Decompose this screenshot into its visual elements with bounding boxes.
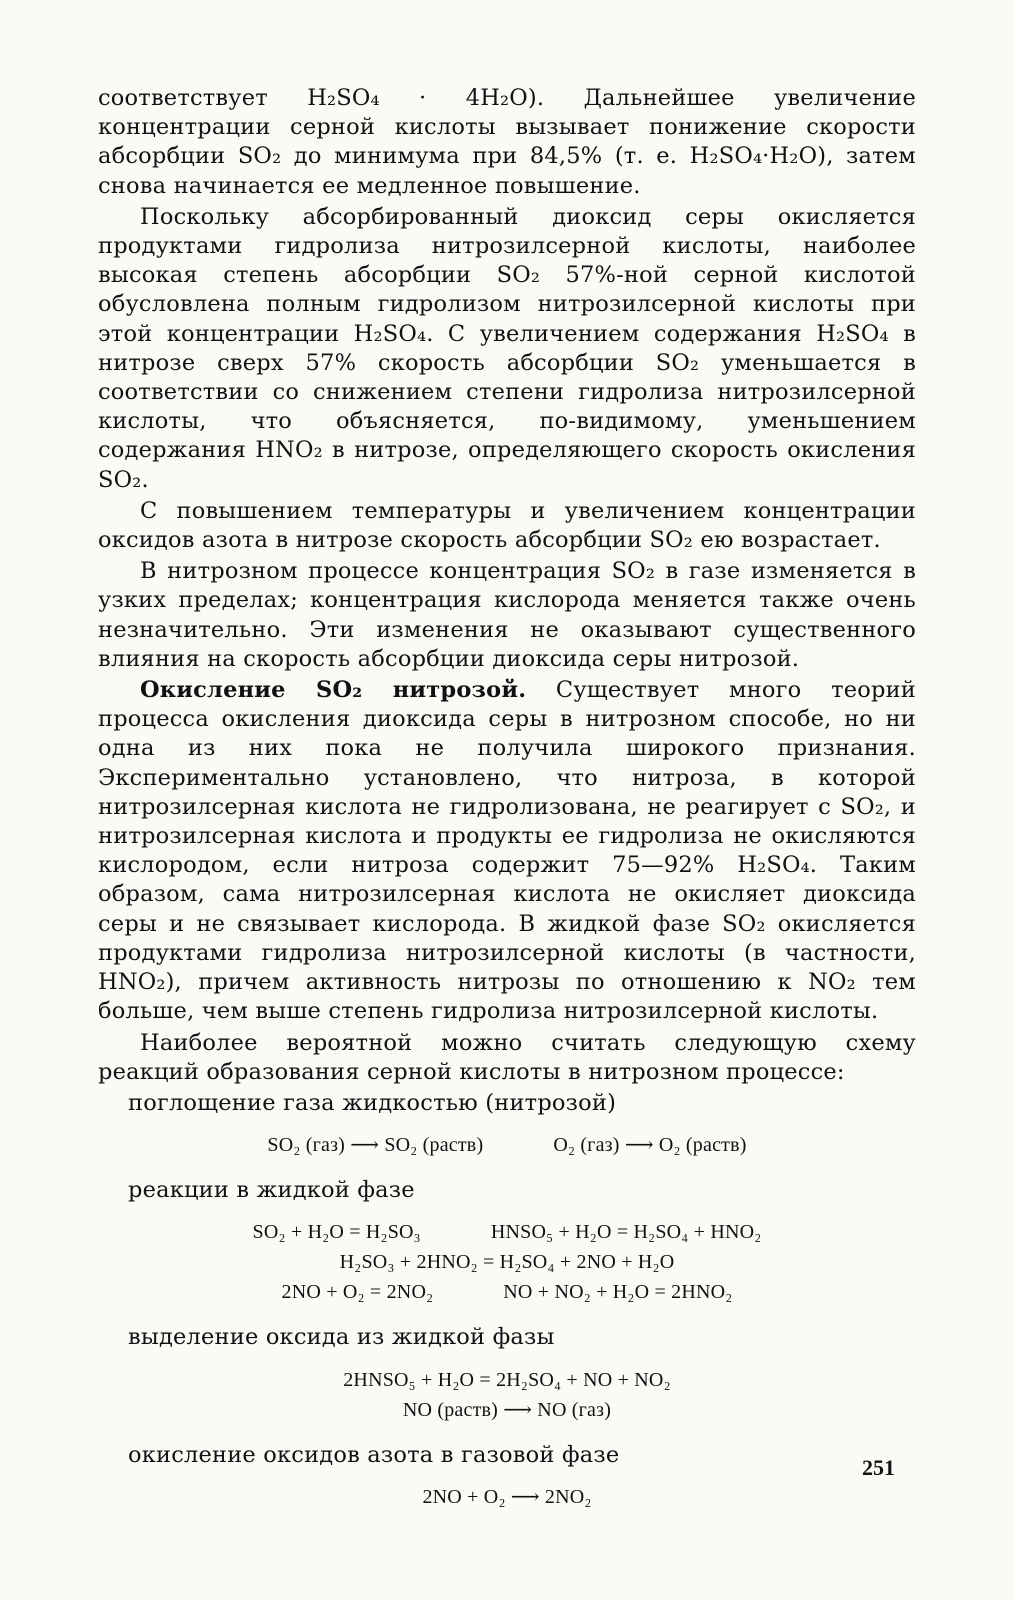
section-heading: Окисление SO₂ нитрозой. bbox=[140, 677, 527, 704]
equation: SO₂ + H₂O = H₂SO₃ bbox=[252, 1221, 421, 1244]
equation: SO₂ (газ) ⟶ SO₂ (раств) bbox=[267, 1134, 484, 1157]
absorption-equations bbox=[98, 1130, 916, 1160]
equation: NO (раств) ⟶ NO (газ) bbox=[402, 1398, 612, 1421]
page-text bbox=[98, 84, 916, 1528]
paragraph: С повышением температуры и увеличением концентрации оксидов азота в нитрозе скорость абсорбции SO₂ ею возрастает. bbox=[98, 497, 916, 554]
paragraph: Поскольку абсорбированный диоксид серы окисляется продуктами гидролиза нитрозилсерной кислоты, наиболее высокая степень абсорбции SO₂ 57%-ной серной кислотой обусловлена полным гидролизом нитрозилсерной кислоты при этой концентрации H₂SO₄. С увеличением содержания H₂SO₄ в нитрозе сверх 57% скорость абсорбции SO₂ уменьшается в соответствии со снижением степени гидролиза нитрозилсерной кислоты, что объясняется, по-видимому, уменьшением содержания HNO₂ в нитрозе, определяющего скорость окисления SO₂. bbox=[98, 203, 916, 493]
label-gas-oxidation: окисление оксидов азота в газовой фазе bbox=[128, 1441, 620, 1468]
equation: O₂ (газ) ⟶ O₂ (раств) bbox=[553, 1134, 747, 1157]
equation: 2NO + O₂ ⟶ 2NO₂ bbox=[422, 1485, 592, 1508]
gas-phase-equation bbox=[98, 1482, 916, 1512]
label-release: выделение оксида из жидкой фазы bbox=[128, 1324, 555, 1351]
liquid-phase-equations bbox=[98, 1217, 916, 1307]
scheme-intro: Наиболее вероятной можно считать следующую схему реакций образования серной кислоты в нитрозном процессе: bbox=[98, 1029, 916, 1085]
equation: H₂SO₃ + 2HNO₂ = H₂SO₄ + 2NO + H₂O bbox=[339, 1251, 675, 1274]
label-absorption: поглощение газа жидкостью (нитрозой) bbox=[128, 1089, 617, 1116]
equation: 2NO + O₂ = 2NO₂ bbox=[281, 1281, 434, 1304]
oxidation-text: Существует много теорий процесса окисления диоксида серы в нитрозном способе, но ни одна из них пока не получила широкого признания. Экспериментально установлено, что нитроза, в которой нитрозилсерная кислота не гидролизована, не реагирует с SO₂, и нитрозилсерная кислота и продукты ее гидролиза не окисляются кислородом, если нитроза содержит 75—92% H₂SO₄. Таким образом, сама нитрозилсерная кислота не окисляет диоксида серы и не связывает кислорода. В жидкой фазе SO₂ окисляется продуктами гидролиза нитрозилсерной кислоты (в частности, HNO₂), причем активность нитрозы по отношению к NO₂ тем больше, чем выше степень гидролиза нитрозилсерной кислоты. bbox=[98, 677, 916, 1025]
paragraph: В нитрозном процессе концентрация SO₂ в газе изменяется в узких пределах; концентрация кислорода меняется также очень незначительно. Эти изменения не оказывают существенного влияния на скорость абсорбции диоксида серы нитрозой. bbox=[98, 558, 916, 672]
release-equations bbox=[98, 1365, 916, 1425]
paragraph: соответствует H₂SO₄ · 4H₂O). Дальнейшее увеличение концентрации серной кислоты вызывает понижение скорости абсорбции SO₂ до минимума при 84,5% (т. е. H₂SO₄·H₂O), затем снова начинается ее медленное повышение. bbox=[98, 85, 916, 199]
page-number: 251 bbox=[862, 1455, 895, 1480]
equation: 2HNSO₅ + H₂O = 2H₂SO₄ + NO + NO₂ bbox=[343, 1368, 671, 1391]
label-liquid-phase: реакции в жидкой фазе bbox=[128, 1177, 415, 1204]
equation: NO + NO₂ + H₂O = 2HNO₂ bbox=[503, 1281, 733, 1304]
equation: HNSO₅ + H₂O = H₂SO₄ + HNO₂ bbox=[490, 1221, 762, 1244]
oxidation-paragraph bbox=[98, 676, 916, 1026]
